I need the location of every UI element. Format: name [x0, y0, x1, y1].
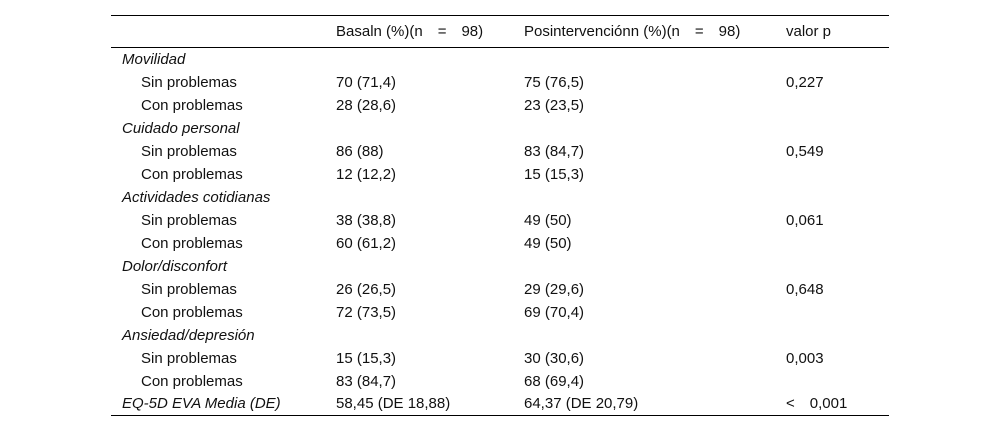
p-value: 0,648: [786, 280, 824, 298]
post-value: 49 (50): [524, 234, 572, 252]
post-value: 64,37 (DE 20,79): [524, 395, 639, 413]
table-row: [111, 393, 889, 416]
row-label: Con problemas: [141, 372, 243, 390]
basal-value: [336, 117, 524, 140]
table-row: [111, 71, 889, 94]
table-row: [111, 48, 889, 71]
row-label: Con problemas: [141, 165, 243, 183]
p-value: 0,003: [786, 349, 824, 367]
row-label: Sin problemas: [141, 142, 237, 160]
table-row: [111, 278, 889, 301]
post-value: 49 (50): [524, 211, 572, 229]
post-value: [524, 186, 786, 209]
basal-value: 60 (61,2): [336, 234, 397, 252]
table-row: [111, 140, 889, 163]
row-label: Sin problemas: [141, 73, 237, 91]
table-row: [111, 163, 889, 186]
category-label: Dolor/disconfort: [122, 257, 228, 275]
header-row: [111, 16, 889, 48]
post-value: 83 (84,7): [524, 142, 585, 160]
category-label: Actividades cotidianas: [122, 188, 271, 206]
p-value: [786, 186, 889, 209]
p-value: [786, 255, 889, 278]
table-row: [111, 186, 889, 209]
post-value: 30 (30,6): [524, 349, 585, 367]
table-row: [111, 94, 889, 117]
header-post: Posintervenciónn (%)(n = 98): [524, 23, 741, 40]
row-label: Sin problemas: [141, 349, 237, 367]
p-value: [786, 324, 889, 347]
table-row: [111, 370, 889, 393]
basal-value: 28 (28,6): [336, 96, 397, 114]
basal-value: 12 (12,2): [336, 165, 397, 183]
post-value: 29 (29,6): [524, 280, 585, 298]
table-row: [111, 209, 889, 232]
row-label: Sin problemas: [141, 280, 237, 298]
basal-value: 72 (73,5): [336, 303, 397, 321]
row-label: Con problemas: [141, 303, 243, 321]
p-value: [786, 301, 889, 324]
category-label: Movilidad: [122, 50, 186, 68]
p-value: 0,227: [786, 73, 824, 91]
basal-value: [336, 186, 524, 209]
basal-value: [336, 324, 524, 347]
p-value: [786, 117, 889, 140]
table-header: [111, 16, 889, 48]
p-value: [786, 370, 889, 393]
post-value: 75 (76,5): [524, 73, 585, 91]
table-row: [111, 232, 889, 255]
category-label: Ansiedad/depresión: [122, 326, 255, 344]
post-value: [524, 255, 786, 278]
p-value: < 0,001: [786, 395, 848, 413]
table-row: [111, 117, 889, 140]
table-row: [111, 347, 889, 370]
post-value: 23 (23,5): [524, 96, 585, 114]
post-value: 15 (15,3): [524, 165, 585, 183]
results-table: [111, 15, 889, 416]
p-value: 0,549: [786, 142, 824, 160]
p-value: [786, 163, 889, 186]
basal-value: [336, 48, 524, 71]
post-value: [524, 48, 786, 71]
basal-value: [336, 255, 524, 278]
row-label: Sin problemas: [141, 211, 237, 229]
basal-value: 38 (38,8): [336, 211, 397, 229]
post-value: 69 (70,4): [524, 303, 585, 321]
header-basal: Basaln (%)(n = 98): [336, 23, 484, 40]
table-row: [111, 255, 889, 278]
table-row: [111, 324, 889, 347]
table-row: [111, 301, 889, 324]
basal-value: 83 (84,7): [336, 372, 397, 390]
p-value: [786, 48, 889, 71]
post-value: 68 (69,4): [524, 372, 585, 390]
row-label: Con problemas: [141, 96, 243, 114]
post-value: [524, 324, 786, 347]
post-value: [524, 117, 786, 140]
p-value: [786, 94, 889, 117]
p-value: [786, 232, 889, 255]
basal-value: 58,45 (DE 18,88): [336, 395, 451, 413]
p-value: 0,061: [786, 211, 824, 229]
header-p-value: valor p: [786, 23, 832, 40]
basal-value: 70 (71,4): [336, 73, 397, 91]
row-label: Con problemas: [141, 234, 243, 252]
basal-value: 86 (88): [336, 142, 384, 160]
header-variable: [111, 16, 336, 48]
table-body: [111, 48, 889, 416]
category-label: EQ-5D EVA Media (DE): [122, 395, 281, 413]
basal-value: 15 (15,3): [336, 349, 397, 367]
basal-value: 26 (26,5): [336, 280, 397, 298]
category-label: Cuidado personal: [122, 119, 240, 137]
